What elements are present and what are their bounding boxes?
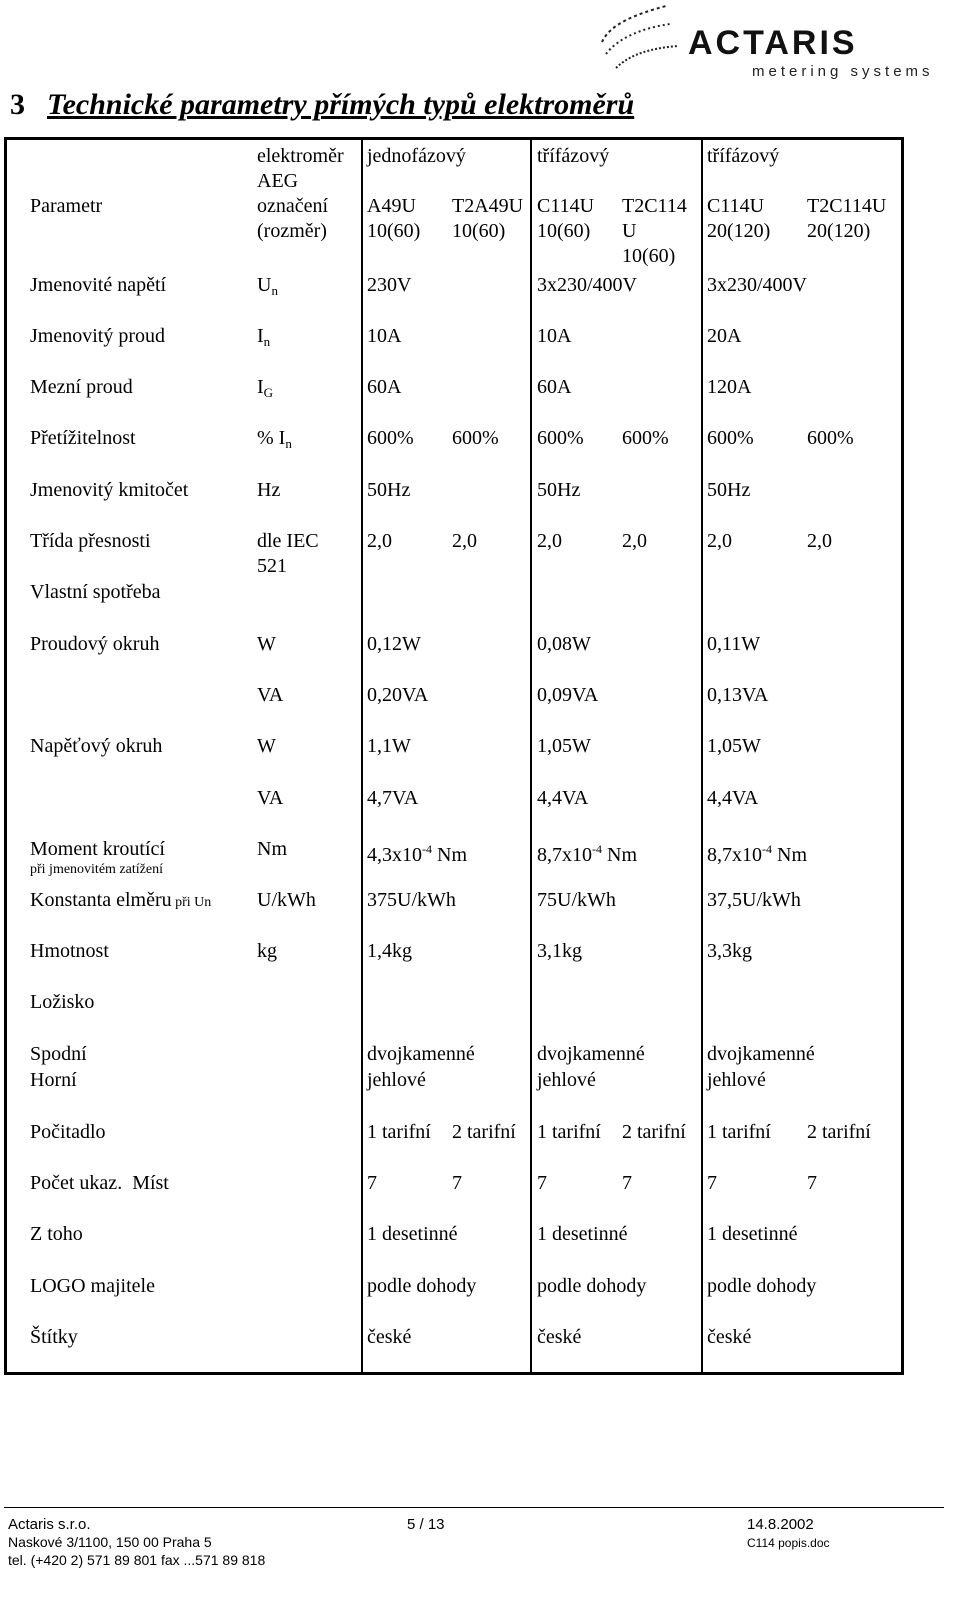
row-napetovy-va-unit: VA (257, 787, 284, 809)
row-logo-majitele-v2: podle dohody (537, 1275, 647, 1297)
row-proudovy-w-v3: 0,11W (707, 633, 761, 655)
row-pocet-v1: 7 (367, 1172, 377, 1194)
header-group-3: třífázový (707, 145, 780, 167)
logo-tagline: metering systems (752, 63, 934, 80)
row-napeti-unit: $U_n$ (257, 274, 278, 298)
footer-page-number: 5 / 13 (407, 1516, 445, 1533)
header-col2-line2: AEG (257, 170, 299, 192)
row-pretizitelnost-v4: 600% (622, 427, 669, 449)
row-proudovy-w-unit: W (257, 633, 276, 655)
row-proudovy-va-v1: 0,20VA (367, 684, 429, 706)
row-proud-v3: 20A (707, 325, 742, 347)
row-pocitadlo-v2: 2 tarifní (452, 1121, 516, 1143)
section-heading (10, 88, 634, 122)
row-pretizitelnost-v3: 600% (537, 427, 584, 449)
row-stitky-v1: české (367, 1326, 412, 1348)
row-pocet-v5: 7 (707, 1172, 717, 1194)
row-hmotnost-unit: kg (257, 940, 277, 962)
header-col2-line1: elektroměr (257, 145, 344, 167)
row-kmitocet-v3: 50Hz (707, 479, 751, 501)
row-proudovy-w-v1: 0,12W (367, 633, 421, 655)
row-pocitadlo-v1: 1 tarifní (367, 1121, 431, 1143)
row-kmitocet-v2: 50Hz (537, 479, 581, 501)
row-proud-v1: 10A (367, 325, 402, 347)
row-pocet-v2: 7 (452, 1172, 462, 1194)
row-moment-v2: $8,7x10^{-4}$ Nm (537, 842, 637, 866)
row-pretizitelnost-v2: 600% (452, 427, 499, 449)
row-pocet-v4: 7 (622, 1172, 632, 1194)
row-pocet-label: Počet ukaz. Míst (30, 1172, 169, 1194)
row-hmotnost-v3: 3,3kg (707, 940, 752, 962)
row-pretizitelnost-v5: 600% (707, 427, 754, 449)
row-pretizitelnost-label: Přetížitelnost (30, 427, 136, 449)
row-pretizitelnost-v6: 600% (807, 427, 854, 449)
row-logo-majitele-v1: podle dohody (367, 1275, 477, 1297)
row-mezni-v2: 60A (537, 376, 572, 398)
header-parametr: Parametr (30, 195, 103, 217)
row-napetovy-va-v2: 4,4VA (537, 787, 589, 809)
row-pretizitelnost-v1: 600% (367, 427, 414, 449)
header-group-1: jednofázový (367, 145, 466, 167)
type-t2c114u-60-a: T2C114 (622, 195, 687, 217)
type-t2a49u: T2A49U (452, 195, 524, 217)
row-moment-v1: $4,3x10^{-4}$ Nm (367, 842, 467, 866)
column-divider-1 (361, 139, 363, 1373)
row-pocet-v6: 7 (807, 1172, 817, 1194)
footer-file-name: C114 popis.doc (747, 1536, 830, 1550)
footer-phone: tel. (+420 2) 571 89 801 fax ...571 89 818 (8, 1552, 266, 1568)
row-napeti-v1: 230V (367, 274, 412, 296)
row-trida-label: Třída přesnosti (30, 530, 151, 552)
header-col2-line3: označení (257, 195, 329, 217)
row-napetovy-w-v1: 1,1W (367, 735, 411, 757)
row-proud-label: Jmenovitý proud (30, 325, 165, 347)
type-c114u-60: C114U (537, 195, 595, 217)
section-number: 3 (10, 88, 25, 121)
row-trida-v4: 2,0 (622, 530, 647, 552)
row-pretizitelnost-unit: % $I_n$ (257, 427, 292, 451)
row-proudovy-va-v2: 0,09VA (537, 684, 599, 706)
row-spodni-v3: dvojkamenné (707, 1043, 815, 1065)
logo-name: ACTARIS (688, 24, 858, 62)
row-trida-unit-2: 521 (257, 555, 287, 577)
row-konstanta-unit: U/kWh (257, 889, 316, 911)
row-konstanta-v3: 37,5U/kWh (707, 889, 801, 911)
footer-company: Actaris s.r.o. (8, 1516, 91, 1533)
section-title: Technické parametry přímých typů elektroměrů (47, 88, 635, 121)
row-spodni-v2: dvojkamenné (537, 1043, 645, 1065)
footer-address: Naskové 3/1100, 150 00 Praha 5 (8, 1534, 212, 1550)
row-stitky-v3: české (707, 1326, 752, 1348)
row-stitky-label: Štítky (30, 1326, 78, 1348)
row-moment-sublabel: při jmenovitém zatížení (30, 862, 163, 877)
type-a49u: A49U (367, 195, 416, 217)
row-pocitadlo-v6: 2 tarifní (807, 1121, 871, 1143)
row-konstanta-label: Konstanta elměru při Un (30, 889, 212, 911)
row-trida-v5: 2,0 (707, 530, 732, 552)
row-kmitocet-unit: Hz (257, 479, 281, 501)
row-pocitadlo-v5: 1 tarifní (707, 1121, 771, 1143)
row-spotreba-label: Vlastní spotřeba (30, 581, 161, 603)
type-t2c114u-120: T2C114U (807, 195, 887, 217)
row-mezni-v3: 120A (707, 376, 752, 398)
row-horni-v2: jehlové (537, 1069, 596, 1091)
row-pocitadlo-v4: 2 tarifní (622, 1121, 686, 1143)
row-trida-v6: 2,0 (807, 530, 832, 552)
row-mezni-unit: $I_G$ (257, 376, 274, 400)
type-t2c114u-60-size: 10(60) (622, 245, 676, 267)
header-col2-line4: (rozměr) (257, 220, 327, 242)
row-horni-v3: jehlové (707, 1069, 766, 1091)
type-t2c114u-60-b: U (622, 220, 637, 242)
row-napeti-v3: 3x230/400V (707, 274, 807, 296)
row-logo-majitele-label: LOGO majitele (30, 1275, 155, 1297)
row-pocitadlo-label: Počitadlo (30, 1121, 106, 1143)
row-pocitadlo-v3: 1 tarifní (537, 1121, 601, 1143)
row-hmotnost-v2: 3,1kg (537, 940, 582, 962)
column-divider-2 (530, 139, 532, 1373)
row-hmotnost-label: Hmotnost (30, 940, 109, 962)
row-spodni-v1: dvojkamenné (367, 1043, 475, 1065)
row-napetovy-w-v2: 1,05W (537, 735, 591, 757)
row-proudovy-va-unit: VA (257, 684, 284, 706)
row-trida-v3: 2,0 (537, 530, 562, 552)
row-napeti-v2: 3x230/400V (537, 274, 637, 296)
row-horni-label: Horní (30, 1069, 77, 1091)
row-horni-v1: jehlové (367, 1069, 426, 1091)
type-c114u-120: C114U (707, 195, 765, 217)
row-napetovy-w-v3: 1,05W (707, 735, 761, 757)
row-ztoho-v1: 1 desetinné (367, 1223, 458, 1245)
type-c114u-60-size: 10(60) (537, 220, 591, 242)
row-ztoho-v2: 1 desetinné (537, 1223, 628, 1245)
row-mezni-label: Mezní proud (30, 376, 133, 398)
row-lozisko-label: Ložisko (30, 991, 95, 1013)
type-t2c114u-120-size: 20(120) (807, 220, 871, 242)
row-proudovy-w-v2: 0,08W (537, 633, 591, 655)
row-moment-label: Moment kroutící (30, 838, 165, 860)
footer-rule (4, 1507, 944, 1508)
row-stitky-v2: české (537, 1326, 582, 1348)
row-konstanta-v1: 375U/kWh (367, 889, 456, 911)
row-proud-v2: 10A (537, 325, 572, 347)
header-group-2: třífázový (537, 145, 610, 167)
type-t2a49u-size: 10(60) (452, 220, 506, 242)
row-konstanta-v2: 75U/kWh (537, 889, 616, 911)
footer-date: 14.8.2002 (747, 1516, 814, 1533)
row-trida-unit-1: dle IEC (257, 530, 319, 552)
row-trida-v2: 2,0 (452, 530, 477, 552)
row-proudovy-label: Proudový okruh (30, 633, 160, 655)
row-hmotnost-v1: 1,4kg (367, 940, 412, 962)
column-divider-3 (701, 139, 703, 1373)
row-pocet-v3: 7 (537, 1172, 547, 1194)
row-napetovy-w-unit: W (257, 735, 276, 757)
row-moment-unit: Nm (257, 838, 287, 860)
row-kmitocet-label: Jmenovitý kmitočet (30, 479, 189, 501)
row-napetovy-label: Napěťový okruh (30, 735, 163, 757)
row-trida-v1: 2,0 (367, 530, 392, 552)
type-c114u-120-size: 20(120) (707, 220, 771, 242)
row-moment-v3: $8,7x10^{-4}$ Nm (707, 842, 807, 866)
row-logo-majitele-v3: podle dohody (707, 1275, 817, 1297)
row-kmitocet-v1: 50Hz (367, 479, 411, 501)
row-napeti-label: Jmenovité napětí (30, 274, 167, 296)
row-napetovy-va-v3: 4,4VA (707, 787, 759, 809)
row-proudovy-va-v3: 0,13VA (707, 684, 769, 706)
row-ztoho-v3: 1 desetinné (707, 1223, 798, 1245)
row-mezni-v1: 60A (367, 376, 402, 398)
logo-swoosh-icon (596, 2, 686, 80)
row-ztoho-label: Z toho (30, 1223, 83, 1245)
row-proud-unit: $I_n$ (257, 325, 271, 349)
row-napetovy-va-v1: 4,7VA (367, 787, 419, 809)
type-a49u-size: 10(60) (367, 220, 421, 242)
row-spodni-label: Spodní (30, 1043, 87, 1065)
